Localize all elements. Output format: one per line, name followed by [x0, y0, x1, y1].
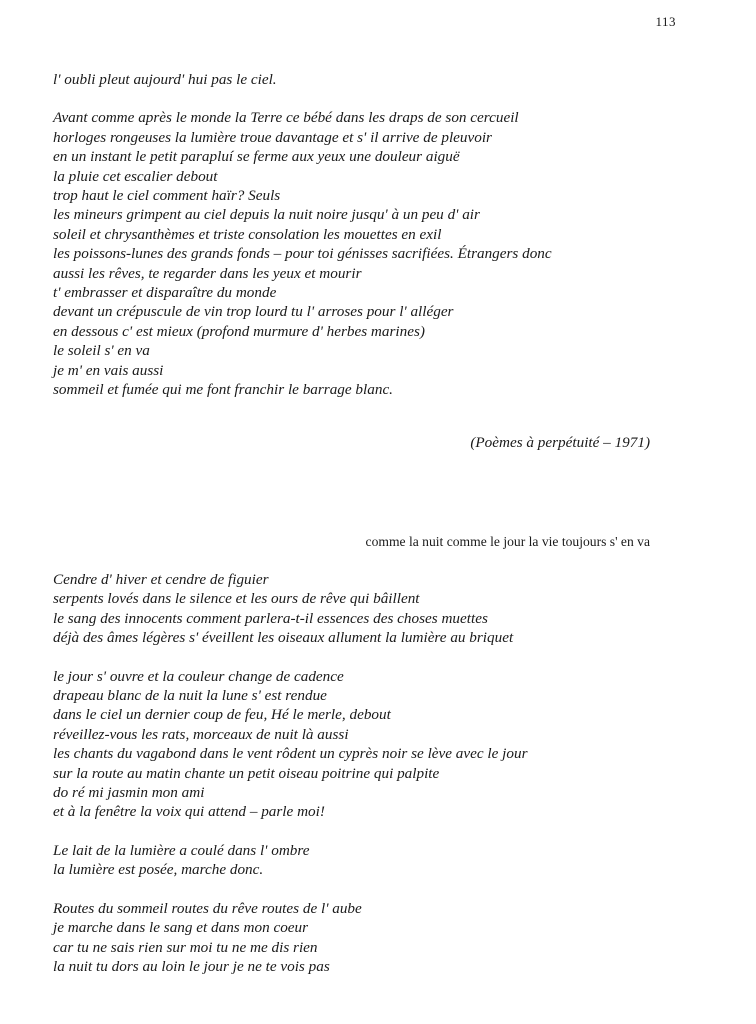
- page-number: 113: [655, 14, 676, 29]
- poem-line: déjà des âmes légères s' éveillent les oiseaux allument la lumière au briquet: [53, 629, 514, 647]
- poem-line: en un instant le petit parapluí se ferme aux yeux une douleur aiguë: [53, 148, 460, 166]
- poem-line: je marche dans le sang et dans mon coeur: [53, 919, 309, 937]
- poem-1-body: [53, 108, 673, 399]
- poem-1-first-line: l' oubli pleut aujourd' hui pas le ciel.: [53, 71, 277, 88]
- poem-line: et à la fenêtre la voix qui attend – parle moi!: [53, 803, 325, 821]
- poem-line: les poissons-lunes des grands fonds – pour toi génisses sacrifiées. Étrangers donc: [53, 245, 552, 263]
- poem-line: le soleil s' en va: [53, 342, 150, 360]
- poem-line: soleil et chrysanthèmes et triste consolation les mouettes en exil: [53, 225, 442, 243]
- poem-line: t' embrasser et disparaître du monde: [53, 284, 277, 302]
- poem-2-body: [53, 570, 673, 976]
- stanza: [53, 667, 673, 822]
- poem-line: Le lait de la lumière a coulé dans l' ombre: [53, 841, 310, 859]
- poem-line: Routes du sommeil routes du rêve routes de l' aube: [53, 899, 362, 917]
- poem-line: le jour s' ouvre et la couleur change de cadence: [53, 667, 344, 685]
- poem-line: la nuit tu dors au loin le jour je ne te vois pas: [53, 957, 330, 975]
- poem-line: sommeil et fumée qui me font franchir le barrage blanc.: [53, 381, 393, 399]
- stanza: [53, 899, 673, 977]
- poem-line: serpents lovés dans le silence et les ours de rêve qui bâillent: [53, 590, 420, 608]
- poem-line: les mineurs grimpent au ciel depuis la nuit noire jusqu' à un peu d' air: [53, 206, 480, 224]
- poem-line: Avant comme après le monde la Terre ce bébé dans les draps de son cercueil: [53, 109, 519, 127]
- poem-line: car tu ne sais rien sur moi tu ne me dis rien: [53, 938, 318, 956]
- poem-line: réveillez-vous les rats, morceaux de nuit là aussi: [53, 725, 349, 743]
- stanza: [53, 841, 673, 880]
- poem-1: [53, 70, 673, 400]
- poem-line: trop haut le ciel comment haïr? Seuls: [53, 187, 281, 205]
- poem-line: do ré mi jasmin mon ami: [53, 784, 205, 802]
- poem-line: en dessous c' est mieux (profond murmure d' herbes marines): [53, 322, 425, 340]
- poem-line: la pluie cet escalier debout: [53, 167, 218, 185]
- poem-1-source: (Poèmes à perpétuité – 1971): [470, 434, 650, 451]
- poem-line: Cendre d' hiver et cendre de figuier: [53, 571, 269, 588]
- poem-line: je m' en vais aussi: [53, 361, 164, 379]
- poem-line: horloges rongeuses la lumière troue davantage et s' il arrive de pleuvoir: [53, 128, 492, 146]
- poem-line: aussi les rêves, te regarder dans les yeux et mourir: [53, 264, 362, 282]
- poem-line: la lumière est posée, marche donc.: [53, 861, 264, 879]
- poem-line: dans le ciel un dernier coup de feu, Hé le merle, debout: [53, 706, 391, 724]
- poem-line: devant un crépuscule de vin trop lourd tu l' arroses pour l' alléger: [53, 303, 454, 321]
- poem-2: [53, 570, 673, 976]
- poem-line: drapeau blanc de la nuit la lune s' est rendue: [53, 687, 327, 705]
- poem-line: le sang des innocents comment parlera-t-il essences des choses muettes: [53, 609, 488, 627]
- stanza: [53, 570, 673, 648]
- poem-line: sur la route au matin chante un petit oiseau poitrine qui palpite: [53, 764, 440, 782]
- poem-2-epigraph: comme la nuit comme le jour la vie toujours s' en va: [365, 534, 650, 549]
- poem-line: les chants du vagabond dans le vent rôdent un cyprès noir se lève avec le jour: [53, 745, 528, 763]
